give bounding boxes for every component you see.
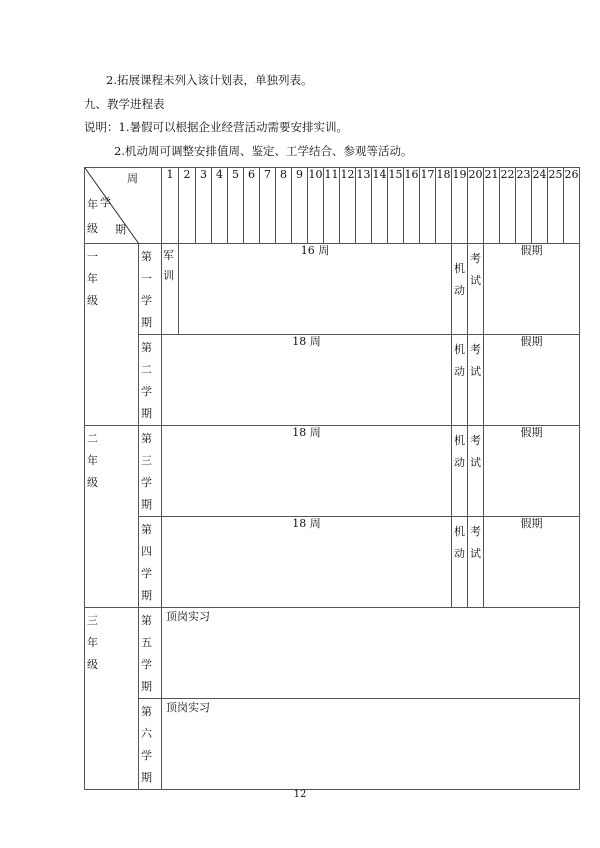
teaching-weeks-label: 18 周 — [292, 517, 321, 530]
week-header: 9 — [292, 168, 308, 244]
week-header: 5 — [228, 168, 244, 244]
week-header: 4 — [212, 168, 228, 244]
flexible-week-cell — [452, 335, 468, 426]
header-row — [85, 168, 580, 244]
note-line-extension: 2.拓展课程未列入该计划表，单独列表。 — [106, 73, 313, 87]
internship-label: 顶岗实习 — [166, 610, 210, 623]
week-header: 15 — [388, 168, 404, 244]
week-header: 25 — [548, 168, 564, 244]
corner-label-xue: 学 — [100, 196, 111, 209]
military-training-label: 军训 — [163, 249, 174, 282]
semester-cell-1 — [139, 244, 162, 335]
year-label: 三年级 — [87, 614, 98, 671]
week-header: 24 — [532, 168, 548, 244]
section-heading: 九、教学进程表 — [84, 97, 165, 111]
semester-cell-6 — [139, 699, 162, 790]
semester-cell-5 — [139, 608, 162, 699]
semester-cell-2 — [139, 335, 162, 426]
flexible-week-label: 机动 — [454, 434, 465, 469]
week-header: 6 — [244, 168, 260, 244]
semester-label: 第四学期 — [141, 523, 152, 602]
exam-week-cell — [468, 335, 484, 426]
vacation-cell — [484, 244, 580, 335]
exam-week-label: 考试 — [470, 434, 481, 469]
week-header: 12 — [340, 168, 356, 244]
note-line-1: 说明：1.暑假可以根据企业经营活动需要安排实训。 — [84, 120, 348, 134]
week-header: 23 — [516, 168, 532, 244]
semester-label: 第二学期 — [141, 341, 152, 420]
exam-week-cell — [468, 517, 484, 608]
vacation-label: 假期 — [520, 517, 543, 530]
year-label: 一年级 — [87, 250, 98, 307]
internship-cell — [162, 608, 580, 699]
semester-cell-4 — [139, 517, 162, 608]
flexible-week-cell — [452, 244, 468, 335]
flexible-week-cell — [452, 426, 468, 517]
corner-header-cell — [85, 168, 162, 244]
week-header: 16 — [404, 168, 420, 244]
semester-cell-3 — [139, 426, 162, 517]
table-row — [85, 335, 580, 426]
week-header: 8 — [276, 168, 292, 244]
vacation-label: 假期 — [520, 426, 543, 439]
flexible-week-cell — [452, 517, 468, 608]
week-header: 19 — [452, 168, 468, 244]
teaching-weeks-cell — [162, 335, 452, 426]
week-header: 3 — [196, 168, 212, 244]
table-row — [85, 517, 580, 608]
vacation-cell — [484, 517, 580, 608]
table-row — [85, 608, 580, 699]
internship-label: 顶岗实习 — [166, 701, 210, 714]
page-number: 12 — [293, 789, 307, 800]
corner-label-nian: 年 — [87, 198, 98, 211]
corner-label-qi: 期 — [115, 223, 126, 236]
teaching-weeks-label: 18 周 — [292, 335, 321, 348]
vacation-label: 假期 — [520, 244, 543, 257]
week-header: 1 — [162, 168, 179, 244]
vacation-label: 假期 — [520, 335, 543, 348]
table-row — [85, 426, 580, 517]
table-row — [85, 244, 580, 335]
week-header: 18 — [436, 168, 452, 244]
exam-week-label: 考试 — [470, 252, 481, 287]
vacation-cell — [484, 426, 580, 517]
flexible-week-label: 机动 — [454, 343, 465, 378]
year-label: 二年级 — [87, 432, 98, 489]
exam-week-cell — [468, 244, 484, 335]
teaching-weeks-label: 18 周 — [292, 426, 321, 439]
teaching-weeks-label: 16 周 — [300, 244, 330, 257]
flexible-week-label: 机动 — [454, 262, 465, 297]
teaching-weeks-cell — [162, 517, 452, 608]
note-line-2: 2.机动周可调整安排值周、鉴定、工学结合、参观等活动。 — [114, 144, 413, 158]
exam-week-cell — [468, 426, 484, 517]
teaching-weeks-cell — [179, 244, 452, 335]
corner-label-week: 周 — [127, 172, 138, 185]
semester-label: 第六学期 — [141, 705, 152, 784]
week-header: 10 — [308, 168, 324, 244]
year-cell-1 — [85, 244, 139, 426]
table-row — [85, 699, 580, 790]
week-header: 21 — [484, 168, 500, 244]
week-header: 17 — [420, 168, 436, 244]
exam-week-label: 考试 — [470, 343, 481, 378]
exam-week-label: 考试 — [470, 525, 481, 560]
teaching-weeks-cell — [162, 426, 452, 517]
semester-label: 第五学期 — [141, 614, 152, 693]
flexible-week-label: 机动 — [454, 525, 465, 560]
internship-cell — [162, 699, 580, 790]
week-header: 7 — [260, 168, 276, 244]
week-header: 11 — [324, 168, 340, 244]
corner-label-ji: 级 — [87, 222, 98, 235]
military-training-cell — [162, 244, 179, 335]
semester-label: 第三学期 — [141, 432, 152, 511]
week-header: 14 — [372, 168, 388, 244]
week-header: 13 — [356, 168, 372, 244]
week-header: 26 — [564, 168, 580, 244]
semester-label: 第一学期 — [141, 250, 152, 329]
vacation-cell — [484, 335, 580, 426]
week-header: 20 — [468, 168, 484, 244]
week-header: 22 — [500, 168, 516, 244]
teaching-schedule-table — [84, 167, 580, 790]
year-cell-3 — [85, 608, 139, 790]
year-cell-2 — [85, 426, 139, 608]
week-header: 2 — [179, 168, 196, 244]
